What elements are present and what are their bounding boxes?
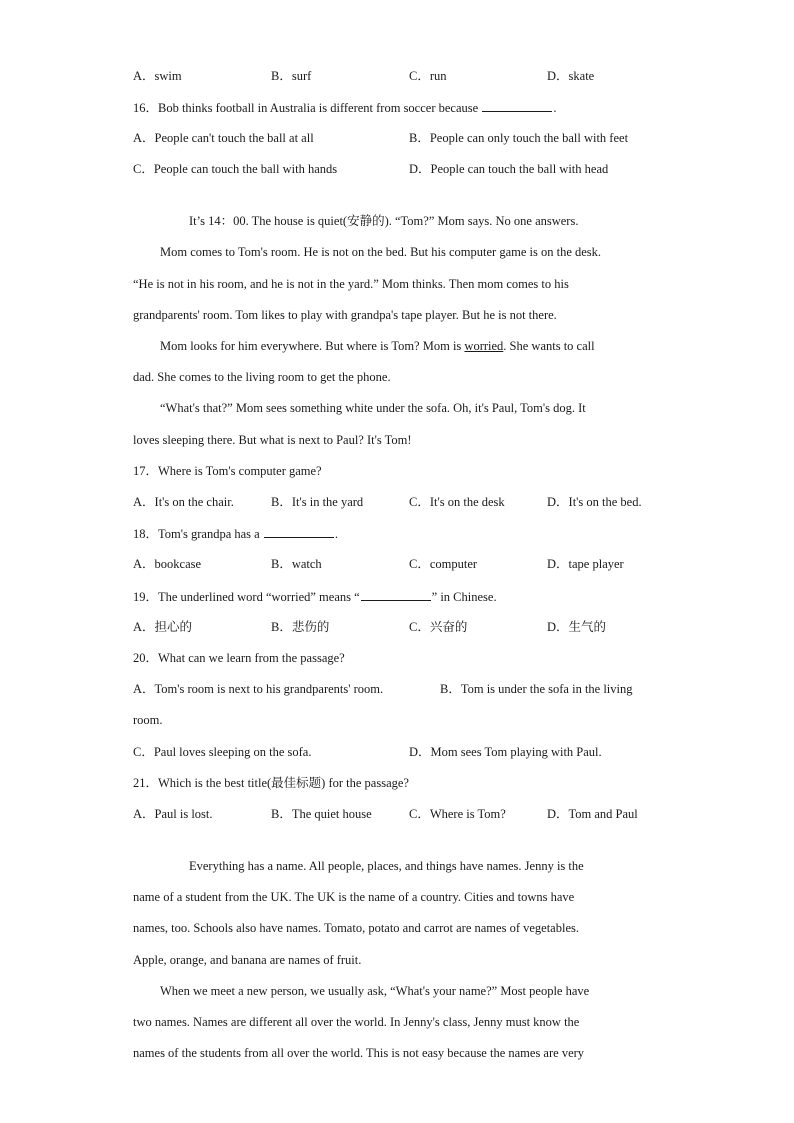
q15-option-c[interactable]: C．run <box>409 69 447 83</box>
passage3-line2: name of a student from the UK. The UK is the name of a country. Cities and towns have <box>133 890 575 904</box>
q18-option-a[interactable]: A．bookcase <box>133 557 202 571</box>
passage3-line3: names, too. Schools also have names. Tomato, potato and carrot are names of vegetables. <box>133 921 579 935</box>
q18-stem <box>133 525 663 542</box>
q20-stem: 20．What can we learn from the passage? <box>133 651 345 665</box>
passage2-line8: loves sleeping there. But what is next to Paul? It's Tom! <box>133 433 412 447</box>
q17-option-a[interactable]: A．It's on the chair. <box>133 495 234 509</box>
q16-option-d[interactable]: D．People can touch the ball with head <box>409 162 609 176</box>
q16-option-a[interactable]: A．People can't touch the ball at all <box>133 131 314 145</box>
passage2-line6: dad. She comes to the living room to get the phone. <box>133 370 391 384</box>
q16-stem-end: . <box>553 101 557 115</box>
q17-option-b[interactable]: B．It's in the yard <box>271 495 364 509</box>
q21-option-d[interactable]: D．Tom and Paul <box>547 807 638 821</box>
passage2-line3: “He is not in his room, and he is not in the yard.” Mom thinks. Then mom comes to his <box>133 277 569 291</box>
q21-option-c[interactable]: C．Where is Tom? <box>409 807 506 821</box>
q19-option-a[interactable]: A．担心的 <box>133 620 193 634</box>
q17-option-c[interactable]: C．It's on the desk <box>409 495 505 509</box>
q19-stem <box>133 588 663 605</box>
q21-option-a[interactable]: A．Paul is lost. <box>133 807 213 821</box>
q19-option-b[interactable]: B．悲伤的 <box>271 620 330 634</box>
q18-option-d[interactable]: D．tape player <box>547 557 624 571</box>
passage2-p3-text-end: . She wants to call <box>503 339 595 353</box>
q17-option-d[interactable]: D．It's on the bed. <box>547 495 642 509</box>
q19-option-d[interactable]: D．生气的 <box>547 620 607 634</box>
underlined-word-worried: worried <box>464 339 504 353</box>
q15-option-d[interactable]: D．skate <box>547 69 595 83</box>
q18-stem-end: . <box>334 527 338 541</box>
q19-answer-blank[interactable] <box>361 588 431 601</box>
passage3-line4: Apple, orange, and banana are names of fruit. <box>133 953 362 967</box>
q18-answer-blank[interactable] <box>264 525 334 538</box>
q19-stem-text: 19．The underlined word “worried” means “ <box>133 590 360 604</box>
passage3-line7: names of the students from all over the world. This is not easy because the names are very <box>133 1046 585 1060</box>
q18-stem-text: 18．Tom's grandpa has a <box>133 527 260 541</box>
q21-option-b[interactable]: B．The quiet house <box>271 807 372 821</box>
passage2-p3-text: Mom looks for him everywhere. But where is Tom? Mom is <box>160 339 462 353</box>
q19-stem-end: ” in Chinese. <box>431 590 497 604</box>
passage3-line6: two names. Names are different all over the world. In Jenny's class, Jenny must know the <box>133 1015 580 1029</box>
passage2-line4: grandparents' room. Tom likes to play with grandpa's tape player. But he is not there. <box>133 308 557 322</box>
passage3-line5: When we meet a new person, we usually ask, “What's your name?” Most people have <box>160 984 590 998</box>
q15-option-a[interactable]: A．swim <box>133 69 182 83</box>
q20-option-c[interactable]: C．Paul loves sleeping on the sofa. <box>133 745 312 759</box>
q17-stem: 17．Where is Tom's computer game? <box>133 464 322 478</box>
q16-stem-text: 16．Bob thinks football in Australia is different from soccer because <box>133 101 479 115</box>
q20-option-b-continued: room. <box>133 713 163 727</box>
q20-option-d[interactable]: D．Mom sees Tom playing with Paul. <box>409 745 602 759</box>
q21-stem: 21．Which is the best title(最佳标题) for the passage? <box>133 776 409 790</box>
passage3-line1: Everything has a name. All people, places, and things have names. Jenny is the <box>189 859 584 873</box>
q15-option-b[interactable]: B．surf <box>271 69 312 83</box>
q20-option-a[interactable]: A．Tom's room is next to his grandparents' room. <box>133 682 384 696</box>
q20-option-b[interactable]: B．Tom is under the sofa in the living <box>440 682 633 696</box>
q18-option-c[interactable]: C．computer <box>409 557 478 571</box>
q19-option-c[interactable]: C．兴奋的 <box>409 620 468 634</box>
q16-answer-blank[interactable] <box>482 99 552 112</box>
q18-option-b[interactable]: B．watch <box>271 557 322 571</box>
passage2-line1: It’s 14：00. The house is quiet(安静的). “Tom?” Mom says. No one answers. <box>189 214 579 228</box>
passage2-line5 <box>160 338 660 354</box>
q16-stem <box>133 99 663 116</box>
q16-option-b[interactable]: B．People can only touch the ball with feet <box>409 131 629 145</box>
passage2-line7: “What's that?” Mom sees something white under the sofa. Oh, it's Paul, Tom's dog. It <box>160 401 586 415</box>
q16-option-c[interactable]: C．People can touch the ball with hands <box>133 162 338 176</box>
passage2-line2: Mom comes to Tom's room. He is not on the bed. But his computer game is on the desk. <box>160 245 602 259</box>
